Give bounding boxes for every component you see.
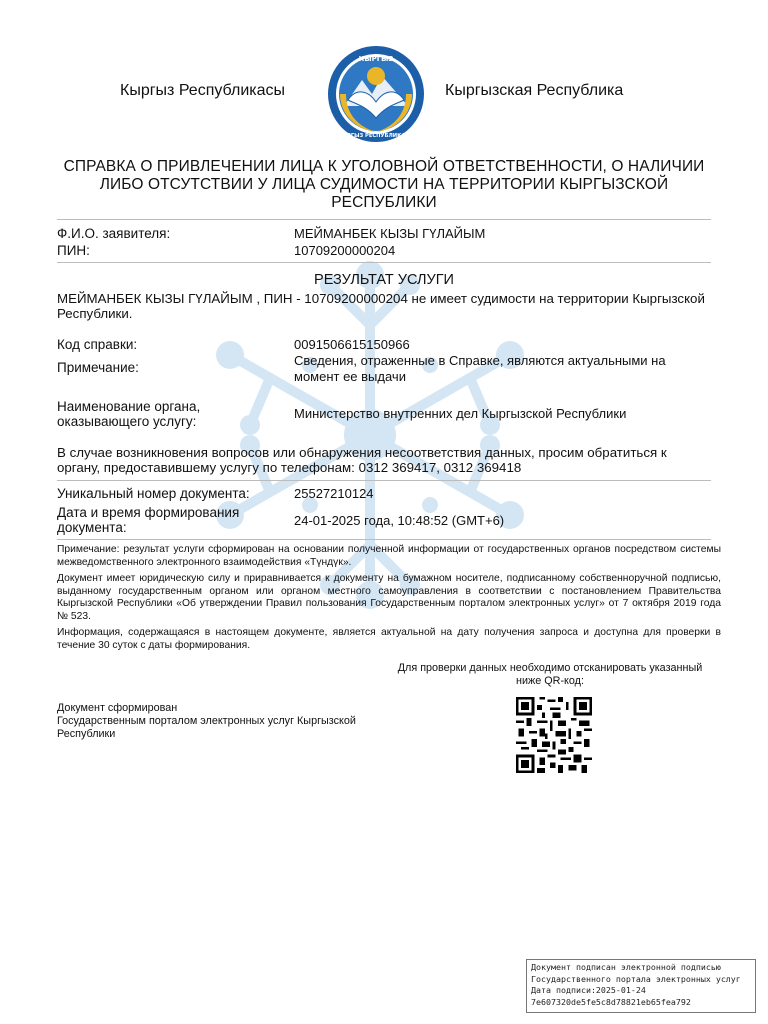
signature-line2: Государственного портала электронных услуг: [531, 973, 741, 984]
note-paragraph-validity: Информация, содержащаяся в настоящем документе, является актуальной на дату получения запроса и доступна для проверки в течение 30 суток с даты формирования.: [57, 627, 721, 651]
contact-line1: В случае возникновения вопросов или обнаружения несоответствия данных, просим обратиться к: [57, 445, 667, 460]
document-number-label: Уникальный номер документа:: [57, 486, 250, 501]
signature-date: Дата подписи:2025-01-24: [531, 985, 646, 995]
divider: [57, 539, 711, 540]
signature-line1: Документ подписан электронной подписью: [531, 962, 721, 972]
organization-value: Министерство внутренних дел Кыргызской Республики: [294, 406, 627, 421]
document-number-value: 25527210124: [294, 486, 374, 501]
title-line: РЕСПУБЛИКИ: [331, 194, 437, 211]
note-value-line1: Сведения, отраженные в Справке, являются актуальными на: [294, 353, 666, 368]
datetime-label-line2: документа:: [57, 520, 127, 535]
note-paragraph-legal: Документ имеет юридическую силу и приравнивается к документу на бумажном носителе, подписанному собственноручной подписью, выданному государственным органом или органом местного самоуправления в соответствии с постановлением Правительства Кыргызской Республики «Об утверждении Правил пользования Государственным порталом электронных услуг» от 7 октября 2019 года № 523.: [57, 573, 721, 622]
country-name-russian: Кыргызская Республика: [445, 82, 624, 99]
generated-by-line2: Государственным порталом электронных услуг Кыргызской: [57, 715, 356, 727]
generated-by-line3: Республики: [57, 728, 116, 740]
qr-caption-line2: ниже QR-код:: [516, 675, 584, 687]
divider: [57, 480, 711, 481]
qr-code-icon: [514, 697, 594, 773]
note-value-line2: момент ее выдачи: [294, 369, 406, 384]
emblem-text-top: КЫРГЫЗ: [358, 55, 394, 63]
note-label: Примечание:: [57, 360, 139, 375]
divider: [57, 219, 711, 220]
divider: [57, 262, 711, 263]
datetime-value: 24-01-2025 года, 10:48:52 (GMT+6): [294, 513, 505, 528]
generated-by-line1: Документ сформирован: [57, 702, 178, 714]
kyrgyz-state-emblem-icon: [326, 44, 426, 144]
contact-line2: органу, предоставившему услугу по телефонам: 0312 369417, 0312 369418: [57, 460, 522, 475]
result-text-line2: Республики.: [57, 306, 133, 321]
country-name-kyrgyz: Кыргыз Республикасы: [120, 82, 286, 99]
qr-caption-line1: Для проверки данных необходимо отсканировать указанный: [397, 662, 703, 674]
certificate-code-value: 0091506615150966: [294, 337, 410, 352]
datetime-label-line1: Дата и время формирования: [57, 505, 240, 520]
signature-hash: 7e607320de5fe5c8d78821eb65fea792: [531, 996, 691, 1007]
emblem-text-bottom: КЫРГЫЗ РЕСПУБЛИКАСЫ: [337, 133, 415, 139]
title-line: СПРАВКА О ПРИВЛЕЧЕНИИ ЛИЦА К УГОЛОВНОЙ ОТВЕТСТВЕННОСТИ, О НАЛИЧИИ: [63, 158, 705, 175]
generated-by: [57, 702, 356, 741]
electronic-signature-box: [526, 959, 756, 1013]
applicant-name-value: МЕЙМАНБЕК КЫЗЫ ГҮЛАЙЫМ: [294, 226, 486, 241]
pin-label: ПИН:: [57, 243, 90, 258]
document-title: [40, 158, 728, 212]
organization-label-line2: оказывающего услугу:: [57, 414, 197, 429]
certificate-code-label: Код справки:: [57, 337, 138, 352]
title-line: ЛИБО ОТСУТСТВИИ У ЛИЦА СУДИМОСТИ НА ТЕРРИТОРИИ КЫРГЫЗСКОЙ: [99, 176, 669, 193]
organization-label-line1: Наименование органа,: [57, 399, 201, 414]
pin-value: 10709200000204: [294, 243, 396, 258]
result-text-line1: МЕЙМАНБЕК КЫЗЫ ГҮЛАЙЫМ , ПИН - 10709200000204 не имеет судимости на территории Кыргызской: [57, 291, 705, 306]
applicant-name-label: Ф.И.О. заявителя:: [57, 226, 171, 241]
qr-caption: [380, 662, 720, 688]
result-heading: РЕЗУЛЬТАТ УСЛУГИ: [314, 272, 454, 288]
note-paragraph-tunduk: Примечание: результат услуги сформирован на основании полученной информации от государственных органов посредством системы межведомственного электронного взаимодействия «Түндүк».: [57, 544, 721, 568]
